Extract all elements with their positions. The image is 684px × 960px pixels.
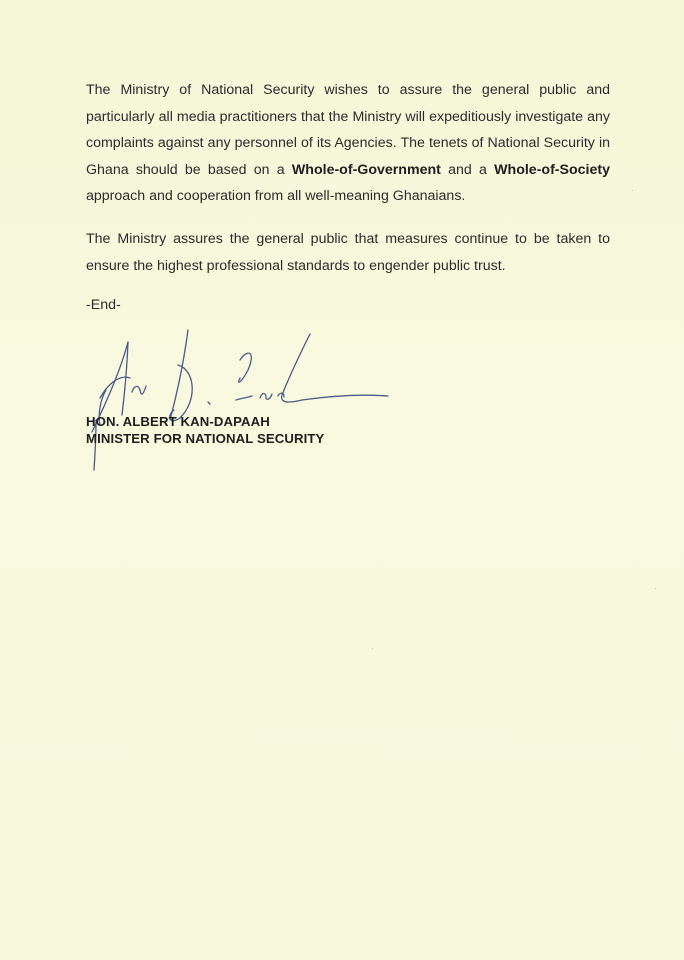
signature-icon <box>70 320 400 480</box>
whole-of-government-term: Whole-of-Government <box>291 161 441 178</box>
signatory-name: HON. ALBERT KAN-DAPAAH <box>86 414 270 429</box>
whole-of-society-term: Whole-of-Society <box>494 161 611 178</box>
paragraph-standards: The Ministry assures the general public that measures continue to be taken to ensure the highest professional standards to engender public trust. <box>86 231 610 274</box>
signatory-title: MINISTER FOR NATIONAL SECURITY <box>86 431 325 446</box>
paragraph-assurance-lead: The Ministry of National Security wishes to assure the general public and particularly all media practitioners that the Ministry will expeditiously investigate any complaints against any personnel of its Agencies. The tenets of National Security in Ghana should be based on a <box>86 82 610 178</box>
paper-speck <box>632 190 633 191</box>
paragraph-assurance-tail: approach and cooperation from all well-meaning Ghanaians. <box>86 188 466 204</box>
paragraph-assurance <box>86 77 610 210</box>
end-marker: -End- <box>86 297 121 313</box>
paragraph-assurance-mid: and a <box>440 161 495 178</box>
paper-speck <box>372 648 373 649</box>
paper-speck <box>655 588 656 589</box>
